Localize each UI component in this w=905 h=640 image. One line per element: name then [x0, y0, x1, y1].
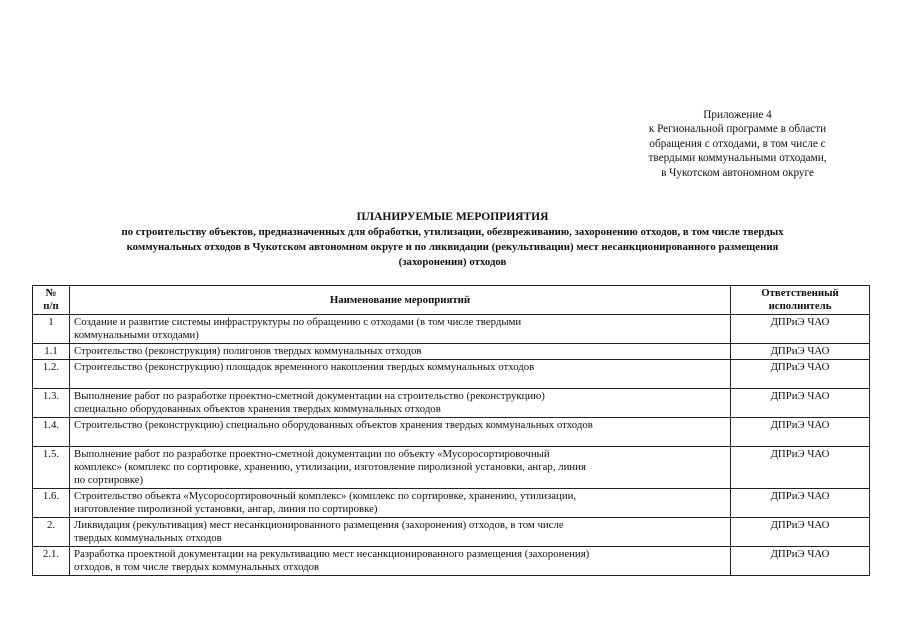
- row-number: 1: [33, 315, 70, 344]
- row-event-line: Выполнение работ по разработке проектно-сметной документации на строительство (реконструкцию): [74, 390, 545, 402]
- header-responsible-line: исполнитель: [768, 300, 832, 312]
- row-event-name: [70, 389, 731, 418]
- table-row: [33, 389, 870, 418]
- row-event-line: Создание и развитие системы инфраструктуры по обращению с отходами (в том числе твердыми: [74, 316, 522, 328]
- row-number: 2.1.: [33, 547, 70, 576]
- row-event-line: Строительство (реконструкция) полигонов твердых коммунальных отходов: [74, 345, 422, 357]
- appendix-line: Приложение 4: [703, 109, 772, 121]
- row-responsible: ДПРиЭ ЧАО: [731, 447, 870, 489]
- row-event-line: коммунальными отходами): [74, 329, 199, 341]
- table-header-row: [33, 286, 870, 315]
- row-number: 1.3.: [33, 389, 70, 418]
- document-subtitle-line: коммунальных отходов в Чукотском автономном округе и по ликвидации (рекультивации) мест несанкционированного размещения: [126, 240, 779, 253]
- row-responsible: ДПРиЭ ЧАО: [731, 518, 870, 547]
- row-number: 1.1: [33, 344, 70, 360]
- row-event-line: Строительство объекта «Мусоросортировочный комплекс» (комплекс по сортировке, хранению, утилизации,: [74, 490, 577, 502]
- header-number: [33, 286, 70, 315]
- row-number: 1.2.: [33, 360, 70, 389]
- table-row: [33, 360, 870, 389]
- row-event-line: Строительство (реконструкцию) специально оборудованных объектов хранения твердых коммунальных отходов: [74, 419, 593, 431]
- row-responsible: ДПРиЭ ЧАО: [731, 547, 870, 576]
- header-number-line: №: [45, 287, 57, 299]
- header-responsible-line: Ответственный: [761, 287, 839, 299]
- row-event-name: [70, 344, 731, 360]
- row-event-line: изготовление пиролизной установки, ангар, линия по сортировке): [74, 503, 378, 515]
- row-number: 2.: [33, 518, 70, 547]
- row-event-line: специально оборудованных объектов хранения твердых коммунальных отходов: [74, 403, 441, 415]
- header-event-name: Наименование мероприятий: [70, 286, 731, 315]
- appendix-line: к Региональной программе в области: [648, 123, 827, 136]
- appendix-line: обращения с отходами, в том числе с: [649, 137, 826, 150]
- appendix-line: твердыми коммунальными отходами,: [648, 152, 827, 165]
- header-responsible: [731, 286, 870, 315]
- appendix-note: [560, 108, 905, 180]
- row-event-name: [70, 518, 731, 547]
- document-subtitle-line: (захоронения) отходов: [398, 255, 507, 268]
- header-number-line: п/п: [43, 300, 59, 312]
- row-number: 1.5.: [33, 447, 70, 489]
- row-event-line: [74, 374, 726, 387]
- row-responsible: ДПРиЭ ЧАО: [731, 360, 870, 389]
- table-row: [33, 518, 870, 547]
- appendix-line: в Чукотском автономном округе: [661, 166, 814, 179]
- row-event-line: по сортировке): [74, 474, 144, 486]
- table-row: [33, 418, 870, 447]
- row-event-line: Строительство (реконструкцию) площадок временного накопления твердых коммунальных отходов: [74, 361, 535, 373]
- row-responsible: ДПРиЭ ЧАО: [731, 389, 870, 418]
- row-responsible: ДПРиЭ ЧАО: [731, 418, 870, 447]
- row-responsible: ДПРиЭ ЧАО: [731, 489, 870, 518]
- table-row: [33, 447, 870, 489]
- events-table: [32, 285, 870, 576]
- document-title: ПЛАНИРУЕМЫЕ МЕРОПРИЯТИЯ: [356, 211, 549, 223]
- row-event-line: твердых коммунальных отходов: [74, 532, 222, 544]
- row-event-name: [70, 315, 731, 344]
- table-row: [33, 344, 870, 360]
- row-responsible: ДПРиЭ ЧАО: [731, 344, 870, 360]
- table-row: [33, 315, 870, 344]
- table-row: [33, 547, 870, 576]
- row-event-name: [70, 547, 731, 576]
- row-event-name: [70, 447, 731, 489]
- row-event-line: [74, 432, 726, 445]
- row-event-line: отходов, в том числе твердых коммунальных отходов: [74, 561, 320, 573]
- table-row: [33, 489, 870, 518]
- row-event-line: Ликвидация (рекультивация) мест несанкционированного размещения (захоронения) отходов, в том числе: [74, 519, 564, 531]
- row-number: 1.6.: [33, 489, 70, 518]
- row-event-line: комплекс» (комплекс по сортировке, хранению, утилизации, изготовление пиролизной установки, ангар, линия: [74, 461, 586, 473]
- row-event-line: Выполнение работ по разработке проектно-сметной документации по объекту «Мусоросортировочный: [74, 448, 550, 460]
- document-subtitle-line: по строительству объектов, предназначенных для обработки, утилизации, обезвреживанию, захоронению отходов, в том числе твердых: [121, 226, 784, 238]
- row-responsible: ДПРиЭ ЧАО: [731, 315, 870, 344]
- row-number: 1.4.: [33, 418, 70, 447]
- row-event-name: [70, 489, 731, 518]
- row-event-name: [70, 418, 731, 447]
- document-heading: [30, 210, 875, 269]
- row-event-line: Разработка проектной документации на рекультивацию мест несанкционированного размещения (захоронения): [74, 548, 590, 560]
- row-event-name: [70, 360, 731, 389]
